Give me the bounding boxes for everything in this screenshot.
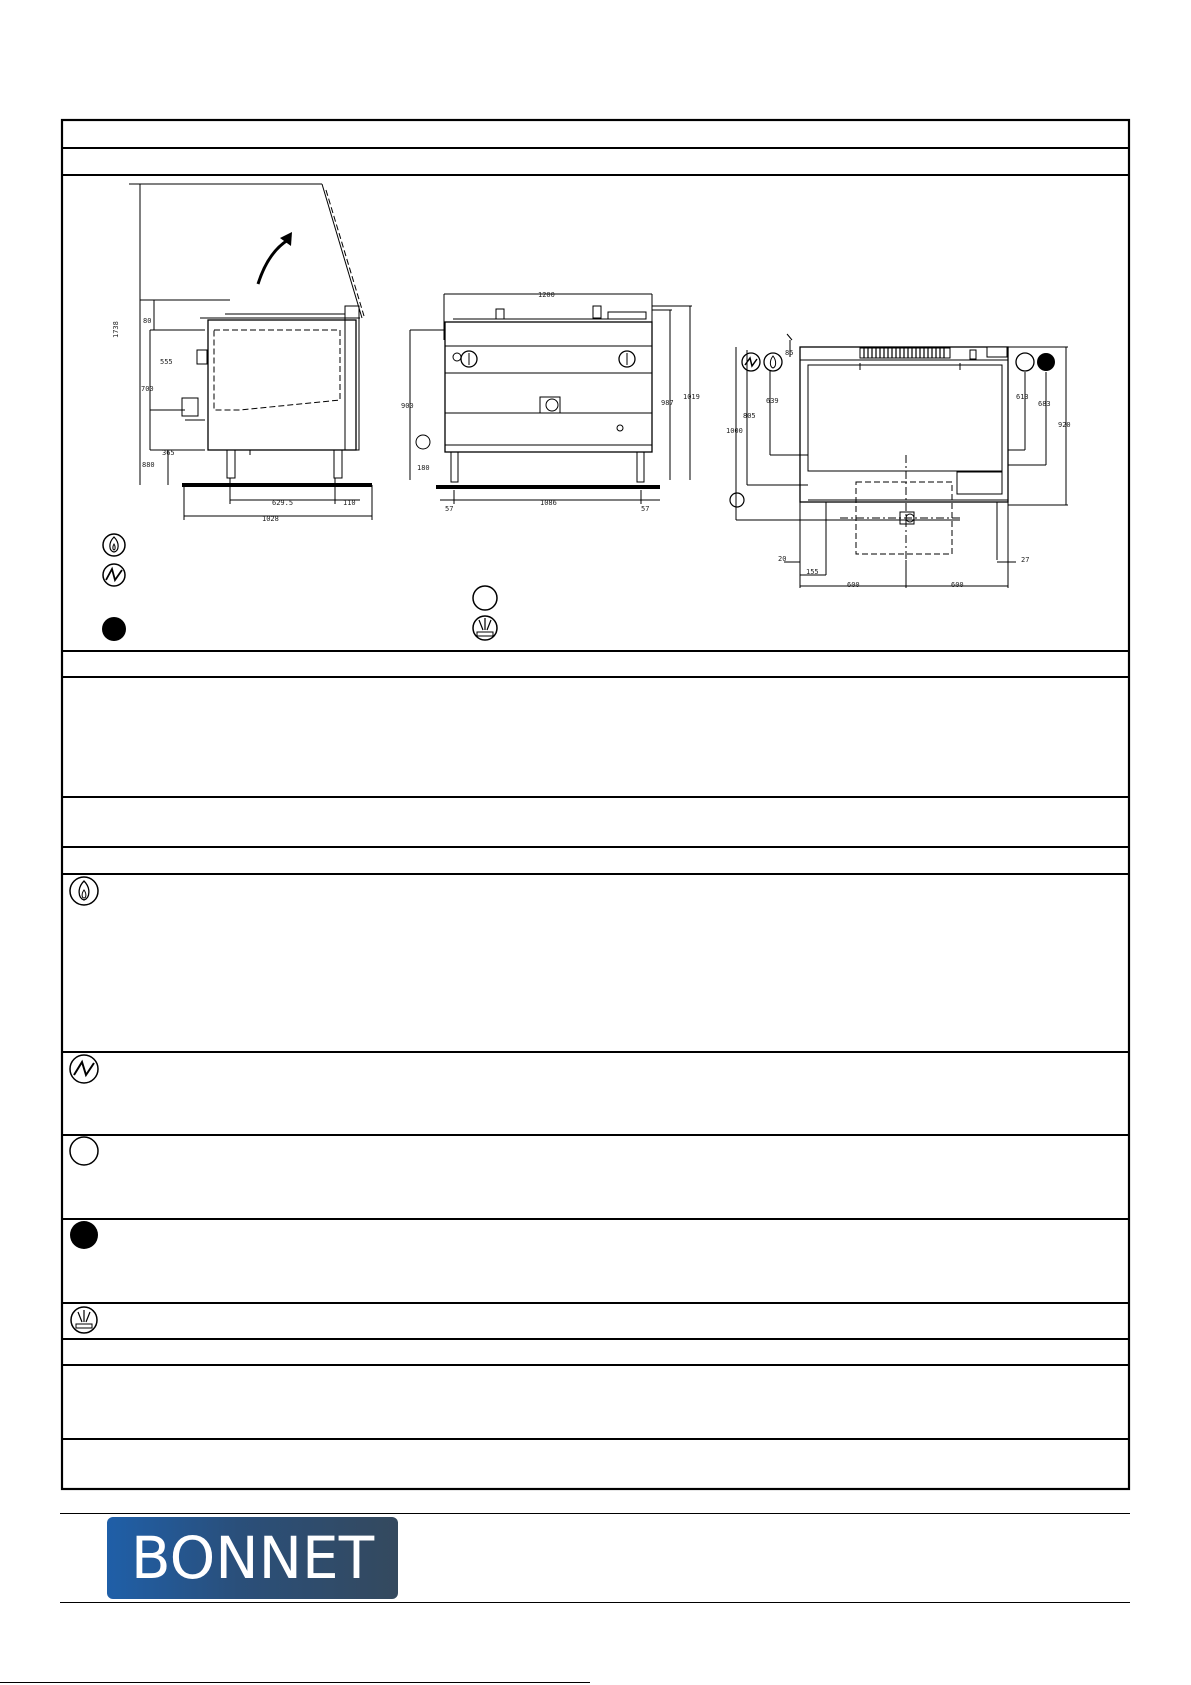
- front-dim-57-right: 57: [641, 505, 650, 513]
- side-dim-365: 365: [162, 449, 175, 457]
- bonnet-logo-text: BONNET: [130, 1524, 375, 1592]
- top-dim-805: 805: [743, 412, 756, 420]
- side-dim-700: 700: [141, 385, 154, 393]
- top-view-cold-water-icon: [1016, 353, 1034, 371]
- side-dim-110: 110: [343, 499, 356, 507]
- service-cold-water-icon: [70, 1137, 98, 1165]
- side-dim-height-total: 1738: [112, 321, 120, 338]
- page-bottom-rule: [0, 1682, 590, 1683]
- top-dim-27: 27: [1021, 556, 1030, 564]
- front-dim-987: 987: [661, 399, 674, 407]
- top-dim-600-right: 600: [951, 581, 964, 589]
- footer-rule-top: [60, 1513, 1130, 1514]
- side-dim-1028: 1028: [262, 515, 279, 523]
- front-dim-180: 180: [417, 464, 430, 472]
- spec-table-frame: [62, 120, 1129, 1489]
- service-drain-icon: [71, 1307, 97, 1333]
- legend-cold-water-icon: [473, 586, 497, 610]
- top-dim-600-left: 600: [847, 581, 860, 589]
- top-view-drain-icon: [730, 493, 744, 507]
- top-dim-20: 20: [778, 555, 787, 563]
- service-gas-icon: [70, 877, 98, 905]
- side-view-drawing: [112, 184, 372, 523]
- front-dim-width: 1200: [538, 291, 555, 299]
- side-dim-555: 555: [160, 358, 173, 366]
- service-electric-icon: [70, 1055, 98, 1083]
- legend-hot-water-icon: [102, 617, 126, 641]
- legend-electric-icon: [103, 564, 125, 586]
- top-view-hot-water-icon: [1037, 353, 1055, 371]
- top-dim-683: 683: [1038, 400, 1051, 408]
- front-dim-57-left: 57: [445, 505, 454, 513]
- top-dim-155: 155: [806, 568, 819, 576]
- front-dim-1019: 1019: [683, 393, 700, 401]
- front-dim-900: 900: [401, 402, 414, 410]
- side-dim-80: 80: [143, 317, 152, 325]
- bonnet-logo: [107, 1517, 398, 1599]
- top-dim-920: 920: [1058, 421, 1071, 429]
- top-dim-639: 639: [766, 397, 779, 405]
- top-dim-613: 613: [1016, 393, 1029, 401]
- side-dim-629: 629.5: [272, 499, 294, 507]
- front-dim-1086: 1086: [540, 499, 557, 507]
- lid-open-arrow-icon: [258, 240, 288, 284]
- legend-gas-icon: [103, 534, 125, 556]
- service-hot-water-icon: [70, 1221, 98, 1249]
- front-view-drawing: [401, 291, 700, 513]
- top-dim-85: 85: [785, 349, 794, 357]
- top-view-drawing: [726, 334, 1071, 589]
- top-dim-1000: 1000: [726, 427, 743, 435]
- legend-drain-icon: [473, 616, 497, 640]
- side-dim-880: 880: [142, 461, 155, 469]
- footer-rule-bottom: [60, 1602, 1130, 1603]
- drawing-legend: [102, 534, 497, 641]
